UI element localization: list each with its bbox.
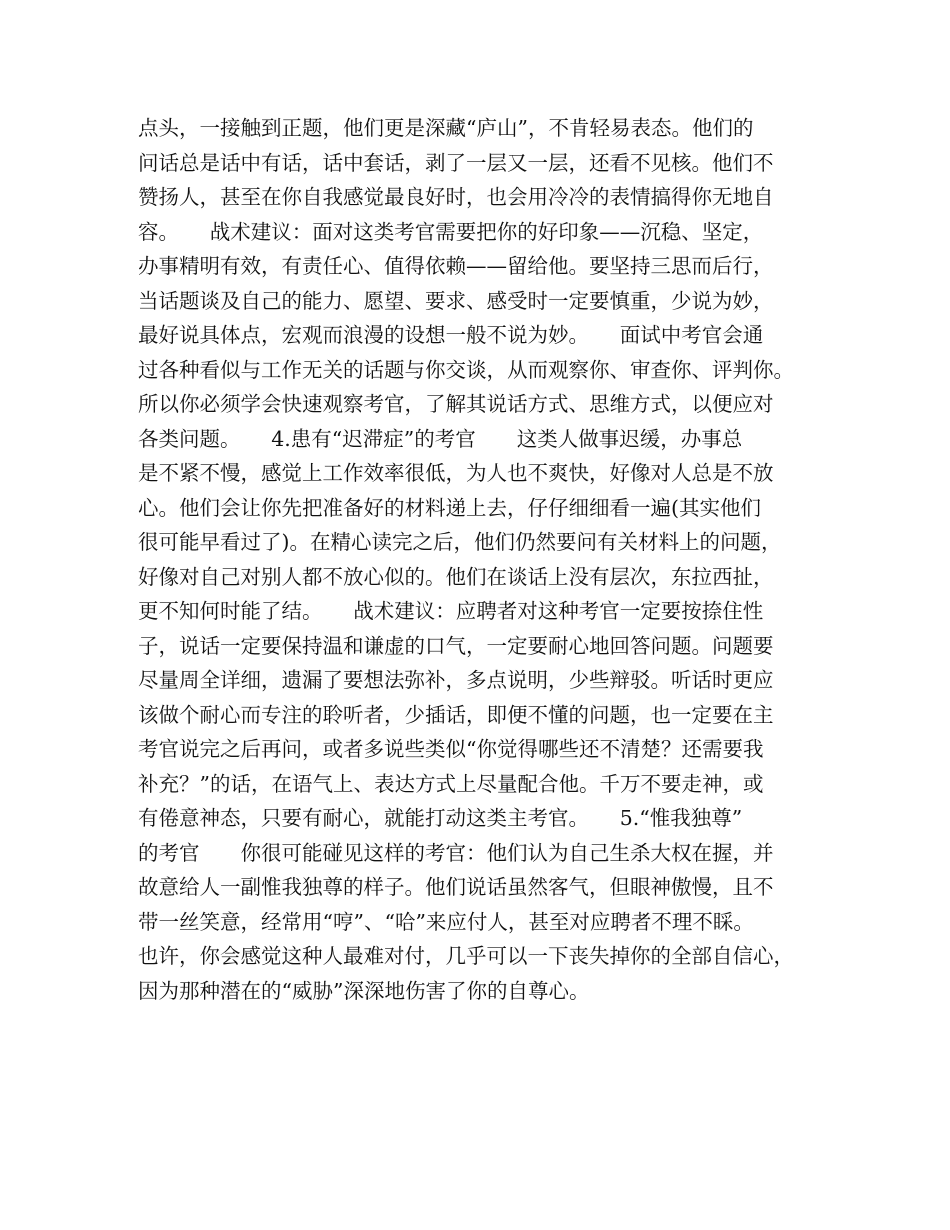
text-line: 赞扬人，甚至在你自我感觉最良好时，也会用冷冷的表情搞得你无地自 xyxy=(138,185,774,209)
text-line: 问话总是话中有话，话中套话，剥了一层又一层，还看不见核。他们不 xyxy=(138,150,774,175)
text-line: 该做个耐心而专注的聆听者，少插话，即便不懂的问题，也一定要在主 xyxy=(138,702,774,727)
text-line: 当话题谈及自己的能力、愿望、要求、感受时一定要慎重，少说为妙， xyxy=(138,288,774,313)
text-line: 考官说完之后再问，或者多说些类似“你觉得哪些还不清楚？还需要我 xyxy=(138,737,764,761)
text-line: 很可能早看过了)。在精心读完之后，他们仍然要问有关材料上的问题， xyxy=(138,530,782,554)
text-line: 也许，你会感觉这种人最难对付，几乎可以一下丧失掉你的全部自信心， xyxy=(138,944,794,968)
text-line: 的考官 你很可能碰见这样的考官：他们认为自己生杀大权在握，并 xyxy=(138,840,774,865)
text-line: 因为那种潜在的“威胁”深深地伤害了你的自尊心。 xyxy=(138,978,590,1003)
text-line: 点头，一接触到正题，他们更是深藏“庐山”，不肯轻易表态。他们的 xyxy=(138,116,754,140)
text-line: 好像对自己对别人都不放心似的。他们在谈话上没有层次，东拉西扯， xyxy=(138,564,774,589)
text-line: 所以你必须学会快速观察考官，了解其说话方式、思维方式，以便应对 xyxy=(138,392,774,416)
text-line: 补充？”的话，在语气上、表达方式上尽量配合他。千万不要走神，或 xyxy=(138,771,764,796)
text-line: 子，说话一定要保持温和谦虚的口气，一定要耐心地回答问题。问题要 xyxy=(138,633,774,658)
text-line: 各类问题。 4.患有“迟滞症”的考官 这类人做事迟缓，办事总 xyxy=(138,426,743,451)
text-line: 尽量周全详细，遗漏了要想法弥补，多点说明，少些辩驳。听话时更应 xyxy=(138,668,774,692)
text-line: 最好说具体点，宏观而浪漫的设想一般不说为妙。 面试中考官会通 xyxy=(138,323,764,347)
text-line: 更不知何时能了结。 战术建议：应聘者对这种考官一定要按捺住性 xyxy=(138,599,764,623)
text-line: 有倦意神态，只要有耐心，就能打动这类主考官。 5.“惟我独尊” xyxy=(138,806,743,830)
text-line: 过各种看似与工作无关的话题与你交谈，从而观察你、审查你、评判你。 xyxy=(138,357,794,382)
body-text xyxy=(138,111,828,1008)
text-line: 带一丝笑意，经常用“哼”、“哈”来应付人，甚至对应聘者不理不睬。 xyxy=(138,909,754,934)
text-line: 是不紧不慢，感觉上工作效率很低，为人也不爽快，好像对人总是不放 xyxy=(138,461,774,485)
text-line: 办事精明有效，有责任心、值得依赖——留给他。要坚持三思而后行， xyxy=(138,254,774,278)
text-line: 心。他们会让你先把准备好的材料递上去，仔仔细细看一遍(其实他们 xyxy=(138,495,761,520)
text-line: 故意给人一副惟我独尊的样子。他们说话虽然客气，但眼神傲慢，且不 xyxy=(138,875,774,899)
text-line: 容。 战术建议：面对这类考官需要把你的好印象——沉稳、坚定， xyxy=(138,219,764,244)
